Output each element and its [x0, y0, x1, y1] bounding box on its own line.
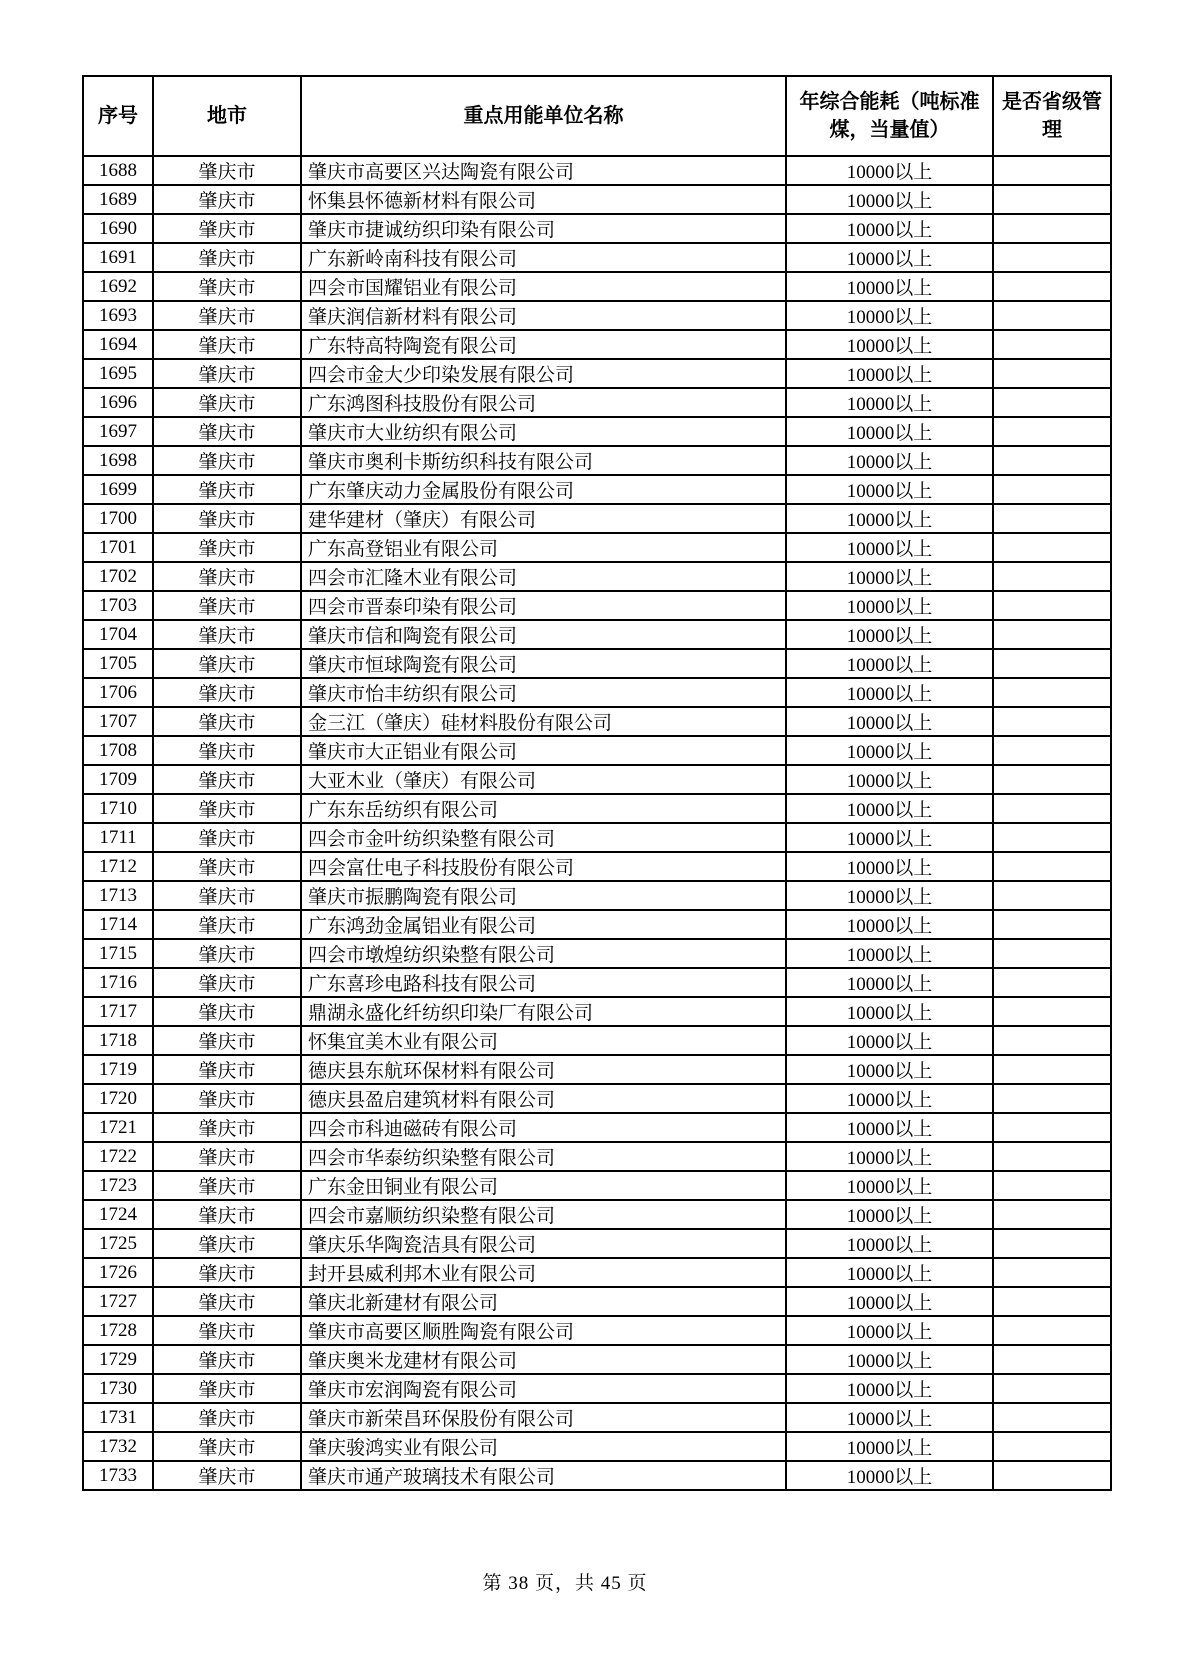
cell-provincial [993, 214, 1111, 243]
cell-name: 四会市金大少印染发展有限公司 [301, 359, 786, 388]
cell-name: 肇庆市通产玻璃技术有限公司 [301, 1461, 786, 1490]
cell-energy: 10000以上 [786, 185, 993, 214]
cell-serial: 1730 [83, 1374, 153, 1403]
table-row [83, 475, 1111, 504]
cell-city: 肇庆市 [153, 1026, 301, 1055]
table-row [83, 562, 1111, 591]
table-row [83, 968, 1111, 997]
cell-city: 肇庆市 [153, 156, 301, 185]
cell-provincial [993, 272, 1111, 301]
cell-energy: 10000以上 [786, 272, 993, 301]
table-row [83, 823, 1111, 852]
cell-name: 肇庆市信和陶瓷有限公司 [301, 620, 786, 649]
page-footer: 第 38 页，共 45 页 [482, 1573, 648, 1594]
cell-city: 肇庆市 [153, 649, 301, 678]
cell-energy: 10000以上 [786, 1055, 993, 1084]
cell-provincial [993, 533, 1111, 562]
cell-energy: 10000以上 [786, 707, 993, 736]
cell-provincial [993, 388, 1111, 417]
cell-city: 肇庆市 [153, 1316, 301, 1345]
cell-city: 肇庆市 [153, 1084, 301, 1113]
cell-energy: 10000以上 [786, 649, 993, 678]
cell-provincial [993, 1374, 1111, 1403]
cell-serial: 1725 [83, 1229, 153, 1258]
cell-energy: 10000以上 [786, 591, 993, 620]
table-row [83, 1345, 1111, 1374]
cell-serial: 1701 [83, 533, 153, 562]
cell-city: 肇庆市 [153, 1055, 301, 1084]
cell-energy: 10000以上 [786, 1403, 993, 1432]
cell-name: 肇庆骏鸿实业有限公司 [301, 1432, 786, 1461]
cell-city: 肇庆市 [153, 939, 301, 968]
cell-provincial [993, 417, 1111, 446]
cell-serial: 1700 [83, 504, 153, 533]
cell-serial: 1703 [83, 591, 153, 620]
units-table [82, 75, 1112, 1491]
cell-name: 建华建材（肇庆）有限公司 [301, 504, 786, 533]
cell-provincial [993, 968, 1111, 997]
cell-serial: 1710 [83, 794, 153, 823]
header-city: 地市 [153, 76, 301, 156]
cell-energy: 10000以上 [786, 1258, 993, 1287]
cell-name: 四会市金叶纺织染整有限公司 [301, 823, 786, 852]
cell-name: 四会市晋泰印染有限公司 [301, 591, 786, 620]
cell-serial: 1714 [83, 910, 153, 939]
cell-city: 肇庆市 [153, 504, 301, 533]
cell-provincial [993, 1316, 1111, 1345]
cell-provincial [993, 1142, 1111, 1171]
cell-name: 肇庆乐华陶瓷洁具有限公司 [301, 1229, 786, 1258]
table-row [83, 1026, 1111, 1055]
cell-provincial [993, 562, 1111, 591]
cell-city: 肇庆市 [153, 823, 301, 852]
cell-serial: 1719 [83, 1055, 153, 1084]
cell-city: 肇庆市 [153, 475, 301, 504]
cell-energy: 10000以上 [786, 475, 993, 504]
cell-city: 肇庆市 [153, 620, 301, 649]
cell-name: 金三江（肇庆）硅材料股份有限公司 [301, 707, 786, 736]
cell-provincial [993, 910, 1111, 939]
table-row [83, 1084, 1111, 1113]
header-unit-name: 重点用能单位名称 [301, 76, 786, 156]
cell-energy: 10000以上 [786, 823, 993, 852]
table-row [83, 939, 1111, 968]
cell-city: 肇庆市 [153, 1432, 301, 1461]
cell-city: 肇庆市 [153, 562, 301, 591]
cell-city: 肇庆市 [153, 272, 301, 301]
cell-provincial [993, 1171, 1111, 1200]
cell-city: 肇庆市 [153, 533, 301, 562]
cell-serial: 1715 [83, 939, 153, 968]
cell-city: 肇庆市 [153, 330, 301, 359]
cell-city: 肇庆市 [153, 1171, 301, 1200]
cell-energy: 10000以上 [786, 852, 993, 881]
cell-serial: 1705 [83, 649, 153, 678]
cell-name: 广东金田铜业有限公司 [301, 1171, 786, 1200]
cell-name: 四会市国耀铝业有限公司 [301, 272, 786, 301]
cell-serial: 1695 [83, 359, 153, 388]
cell-provincial [993, 446, 1111, 475]
cell-energy: 10000以上 [786, 504, 993, 533]
cell-provincial [993, 736, 1111, 765]
cell-name: 广东鸿劲金属铝业有限公司 [301, 910, 786, 939]
cell-city: 肇庆市 [153, 243, 301, 272]
cell-provincial [993, 1258, 1111, 1287]
table-row [83, 1055, 1111, 1084]
cell-city: 肇庆市 [153, 1287, 301, 1316]
cell-energy: 10000以上 [786, 1316, 993, 1345]
table-row [83, 591, 1111, 620]
cell-serial: 1702 [83, 562, 153, 591]
table-row [83, 330, 1111, 359]
cell-serial: 1724 [83, 1200, 153, 1229]
cell-serial: 1712 [83, 852, 153, 881]
cell-serial: 1699 [83, 475, 153, 504]
table-row [83, 1229, 1111, 1258]
cell-serial: 1733 [83, 1461, 153, 1490]
cell-name: 广东新岭南科技有限公司 [301, 243, 786, 272]
cell-energy: 10000以上 [786, 1142, 993, 1171]
cell-city: 肇庆市 [153, 359, 301, 388]
cell-name: 封开县威利邦木业有限公司 [301, 1258, 786, 1287]
cell-serial: 1698 [83, 446, 153, 475]
cell-provincial [993, 359, 1111, 388]
cell-city: 肇庆市 [153, 765, 301, 794]
cell-serial: 1692 [83, 272, 153, 301]
cell-serial: 1717 [83, 997, 153, 1026]
cell-name: 肇庆市新荣昌环保股份有限公司 [301, 1403, 786, 1432]
cell-provincial [993, 1345, 1111, 1374]
cell-energy: 10000以上 [786, 1084, 993, 1113]
cell-serial: 1711 [83, 823, 153, 852]
cell-provincial [993, 823, 1111, 852]
cell-city: 肇庆市 [153, 678, 301, 707]
cell-name: 肇庆北新建材有限公司 [301, 1287, 786, 1316]
cell-city: 肇庆市 [153, 1142, 301, 1171]
cell-serial: 1723 [83, 1171, 153, 1200]
cell-city: 肇庆市 [153, 185, 301, 214]
cell-provincial [993, 1113, 1111, 1142]
cell-provincial [993, 1403, 1111, 1432]
cell-name: 四会市科迪磁砖有限公司 [301, 1113, 786, 1142]
cell-provincial [993, 620, 1111, 649]
cell-energy: 10000以上 [786, 1026, 993, 1055]
cell-serial: 1694 [83, 330, 153, 359]
table-row [83, 1200, 1111, 1229]
table-row [83, 388, 1111, 417]
cell-provincial [993, 504, 1111, 533]
table-row [83, 156, 1111, 185]
table-row [83, 1461, 1111, 1490]
cell-name: 四会富仕电子科技股份有限公司 [301, 852, 786, 881]
table-row [83, 1258, 1111, 1287]
table-row [83, 417, 1111, 446]
cell-provincial [993, 1461, 1111, 1490]
cell-name: 四会市嘉顺纺织染整有限公司 [301, 1200, 786, 1229]
cell-name: 广东特高特陶瓷有限公司 [301, 330, 786, 359]
cell-energy: 10000以上 [786, 1374, 993, 1403]
cell-energy: 10000以上 [786, 1229, 993, 1258]
cell-serial: 1709 [83, 765, 153, 794]
cell-city: 肇庆市 [153, 417, 301, 446]
table-row [83, 301, 1111, 330]
cell-provincial [993, 156, 1111, 185]
cell-city: 肇庆市 [153, 707, 301, 736]
cell-city: 肇庆市 [153, 794, 301, 823]
cell-city: 肇庆市 [153, 910, 301, 939]
cell-serial: 1689 [83, 185, 153, 214]
table-row [83, 243, 1111, 272]
cell-name: 怀集宜美木业有限公司 [301, 1026, 786, 1055]
cell-provincial [993, 678, 1111, 707]
cell-provincial [993, 330, 1111, 359]
cell-name: 鼎湖永盛化纤纺织印染厂有限公司 [301, 997, 786, 1026]
cell-serial: 1704 [83, 620, 153, 649]
cell-serial: 1720 [83, 1084, 153, 1113]
cell-energy: 10000以上 [786, 997, 993, 1026]
cell-serial: 1697 [83, 417, 153, 446]
cell-provincial [993, 997, 1111, 1026]
cell-name: 肇庆奥米龙建材有限公司 [301, 1345, 786, 1374]
cell-energy: 10000以上 [786, 1171, 993, 1200]
cell-provincial [993, 765, 1111, 794]
cell-name: 四会市华泰纺织染整有限公司 [301, 1142, 786, 1171]
cell-city: 肇庆市 [153, 1200, 301, 1229]
header-row [83, 76, 1111, 156]
cell-provincial [993, 939, 1111, 968]
cell-energy: 10000以上 [786, 562, 993, 591]
table-row [83, 1142, 1111, 1171]
cell-name: 广东肇庆动力金属股份有限公司 [301, 475, 786, 504]
cell-serial: 1732 [83, 1432, 153, 1461]
table-row [83, 185, 1111, 214]
cell-energy: 10000以上 [786, 156, 993, 185]
cell-serial: 1713 [83, 881, 153, 910]
cell-provincial [993, 794, 1111, 823]
cell-provincial [993, 1055, 1111, 1084]
cell-provincial [993, 243, 1111, 272]
cell-city: 肇庆市 [153, 1113, 301, 1142]
table-row [83, 1171, 1111, 1200]
cell-city: 肇庆市 [153, 214, 301, 243]
cell-serial: 1716 [83, 968, 153, 997]
table-row [83, 678, 1111, 707]
cell-provincial [993, 881, 1111, 910]
cell-city: 肇庆市 [153, 736, 301, 765]
cell-energy: 10000以上 [786, 417, 993, 446]
cell-name: 肇庆市高要区顺胜陶瓷有限公司 [301, 1316, 786, 1345]
cell-name: 肇庆润信新材料有限公司 [301, 301, 786, 330]
cell-provincial [993, 591, 1111, 620]
cell-provincial [993, 1084, 1111, 1113]
table-row [83, 707, 1111, 736]
table-row [83, 649, 1111, 678]
cell-city: 肇庆市 [153, 388, 301, 417]
cell-serial: 1688 [83, 156, 153, 185]
cell-city: 肇庆市 [153, 997, 301, 1026]
cell-provincial [993, 707, 1111, 736]
cell-name: 大亚木业（肇庆）有限公司 [301, 765, 786, 794]
cell-name: 肇庆市捷诚纺织印染有限公司 [301, 214, 786, 243]
table-row [83, 736, 1111, 765]
cell-name: 广东鸿图科技股份有限公司 [301, 388, 786, 417]
cell-city: 肇庆市 [153, 1229, 301, 1258]
header-provincial: 是否省级管理 [993, 76, 1111, 156]
cell-energy: 10000以上 [786, 1113, 993, 1142]
cell-serial: 1690 [83, 214, 153, 243]
cell-serial: 1726 [83, 1258, 153, 1287]
cell-name: 四会市汇隆木业有限公司 [301, 562, 786, 591]
cell-provincial [993, 1026, 1111, 1055]
cell-energy: 10000以上 [786, 910, 993, 939]
cell-name: 德庆县盈启建筑材料有限公司 [301, 1084, 786, 1113]
cell-energy: 10000以上 [786, 939, 993, 968]
cell-energy: 10000以上 [786, 794, 993, 823]
cell-name: 肇庆市怡丰纺织有限公司 [301, 678, 786, 707]
cell-provincial [993, 301, 1111, 330]
cell-city: 肇庆市 [153, 1461, 301, 1490]
cell-serial: 1731 [83, 1403, 153, 1432]
table-row [83, 852, 1111, 881]
cell-energy: 10000以上 [786, 359, 993, 388]
cell-city: 肇庆市 [153, 881, 301, 910]
cell-name: 怀集县怀德新材料有限公司 [301, 185, 786, 214]
cell-serial: 1727 [83, 1287, 153, 1316]
cell-serial: 1728 [83, 1316, 153, 1345]
cell-energy: 10000以上 [786, 214, 993, 243]
cell-city: 肇庆市 [153, 1258, 301, 1287]
header-energy: 年综合能耗（吨标准煤，当量值） [786, 76, 993, 156]
table-row [83, 1432, 1111, 1461]
table-row [83, 214, 1111, 243]
cell-city: 肇庆市 [153, 968, 301, 997]
table-row [83, 1316, 1111, 1345]
table-row [83, 765, 1111, 794]
cell-name: 广东高登铝业有限公司 [301, 533, 786, 562]
table-row [83, 910, 1111, 939]
cell-provincial [993, 185, 1111, 214]
table-row [83, 504, 1111, 533]
cell-name: 肇庆市奥利卡斯纺织科技有限公司 [301, 446, 786, 475]
cell-provincial [993, 852, 1111, 881]
cell-city: 肇庆市 [153, 1345, 301, 1374]
cell-serial: 1707 [83, 707, 153, 736]
cell-serial: 1721 [83, 1113, 153, 1142]
cell-energy: 10000以上 [786, 881, 993, 910]
cell-provincial [993, 1229, 1111, 1258]
cell-energy: 10000以上 [786, 533, 993, 562]
cell-provincial [993, 649, 1111, 678]
cell-name: 肇庆市宏润陶瓷有限公司 [301, 1374, 786, 1403]
table-row [83, 533, 1111, 562]
cell-city: 肇庆市 [153, 852, 301, 881]
cell-energy: 10000以上 [786, 765, 993, 794]
table-row [83, 620, 1111, 649]
table-row [83, 359, 1111, 388]
cell-energy: 10000以上 [786, 968, 993, 997]
cell-serial: 1706 [83, 678, 153, 707]
cell-name: 四会市墩煌纺织染整有限公司 [301, 939, 786, 968]
cell-name: 肇庆市振鹏陶瓷有限公司 [301, 881, 786, 910]
cell-energy: 10000以上 [786, 388, 993, 417]
cell-serial: 1722 [83, 1142, 153, 1171]
table-row [83, 1374, 1111, 1403]
cell-energy: 10000以上 [786, 620, 993, 649]
table-row [83, 794, 1111, 823]
cell-serial: 1696 [83, 388, 153, 417]
cell-serial: 1708 [83, 736, 153, 765]
cell-name: 广东喜珍电路科技有限公司 [301, 968, 786, 997]
header-serial: 序号 [83, 76, 153, 156]
cell-energy: 10000以上 [786, 678, 993, 707]
table-row [83, 881, 1111, 910]
table-row [83, 997, 1111, 1026]
cell-serial: 1718 [83, 1026, 153, 1055]
cell-name: 肇庆市恒球陶瓷有限公司 [301, 649, 786, 678]
cell-energy: 10000以上 [786, 446, 993, 475]
cell-provincial [993, 1432, 1111, 1461]
cell-city: 肇庆市 [153, 446, 301, 475]
cell-city: 肇庆市 [153, 1403, 301, 1432]
cell-energy: 10000以上 [786, 736, 993, 765]
cell-provincial [993, 475, 1111, 504]
cell-provincial [993, 1287, 1111, 1316]
cell-serial: 1729 [83, 1345, 153, 1374]
cell-city: 肇庆市 [153, 591, 301, 620]
table-row [83, 446, 1111, 475]
cell-energy: 10000以上 [786, 1461, 993, 1490]
cell-serial: 1691 [83, 243, 153, 272]
cell-serial: 1693 [83, 301, 153, 330]
cell-energy: 10000以上 [786, 1200, 993, 1229]
cell-energy: 10000以上 [786, 1432, 993, 1461]
cell-city: 肇庆市 [153, 301, 301, 330]
table-row [83, 1287, 1111, 1316]
table-row [83, 1113, 1111, 1142]
cell-name: 德庆县东航环保材料有限公司 [301, 1055, 786, 1084]
cell-energy: 10000以上 [786, 1345, 993, 1374]
cell-city: 肇庆市 [153, 1374, 301, 1403]
cell-energy: 10000以上 [786, 301, 993, 330]
cell-energy: 10000以上 [786, 330, 993, 359]
table-row [83, 1403, 1111, 1432]
cell-energy: 10000以上 [786, 1287, 993, 1316]
cell-name: 肇庆市大业纺织有限公司 [301, 417, 786, 446]
cell-energy: 10000以上 [786, 243, 993, 272]
table-row [83, 272, 1111, 301]
document-page [82, 75, 1110, 1491]
cell-provincial [993, 1200, 1111, 1229]
cell-name: 广东东岳纺织有限公司 [301, 794, 786, 823]
cell-name: 肇庆市大正铝业有限公司 [301, 736, 786, 765]
cell-name: 肇庆市高要区兴达陶瓷有限公司 [301, 156, 786, 185]
